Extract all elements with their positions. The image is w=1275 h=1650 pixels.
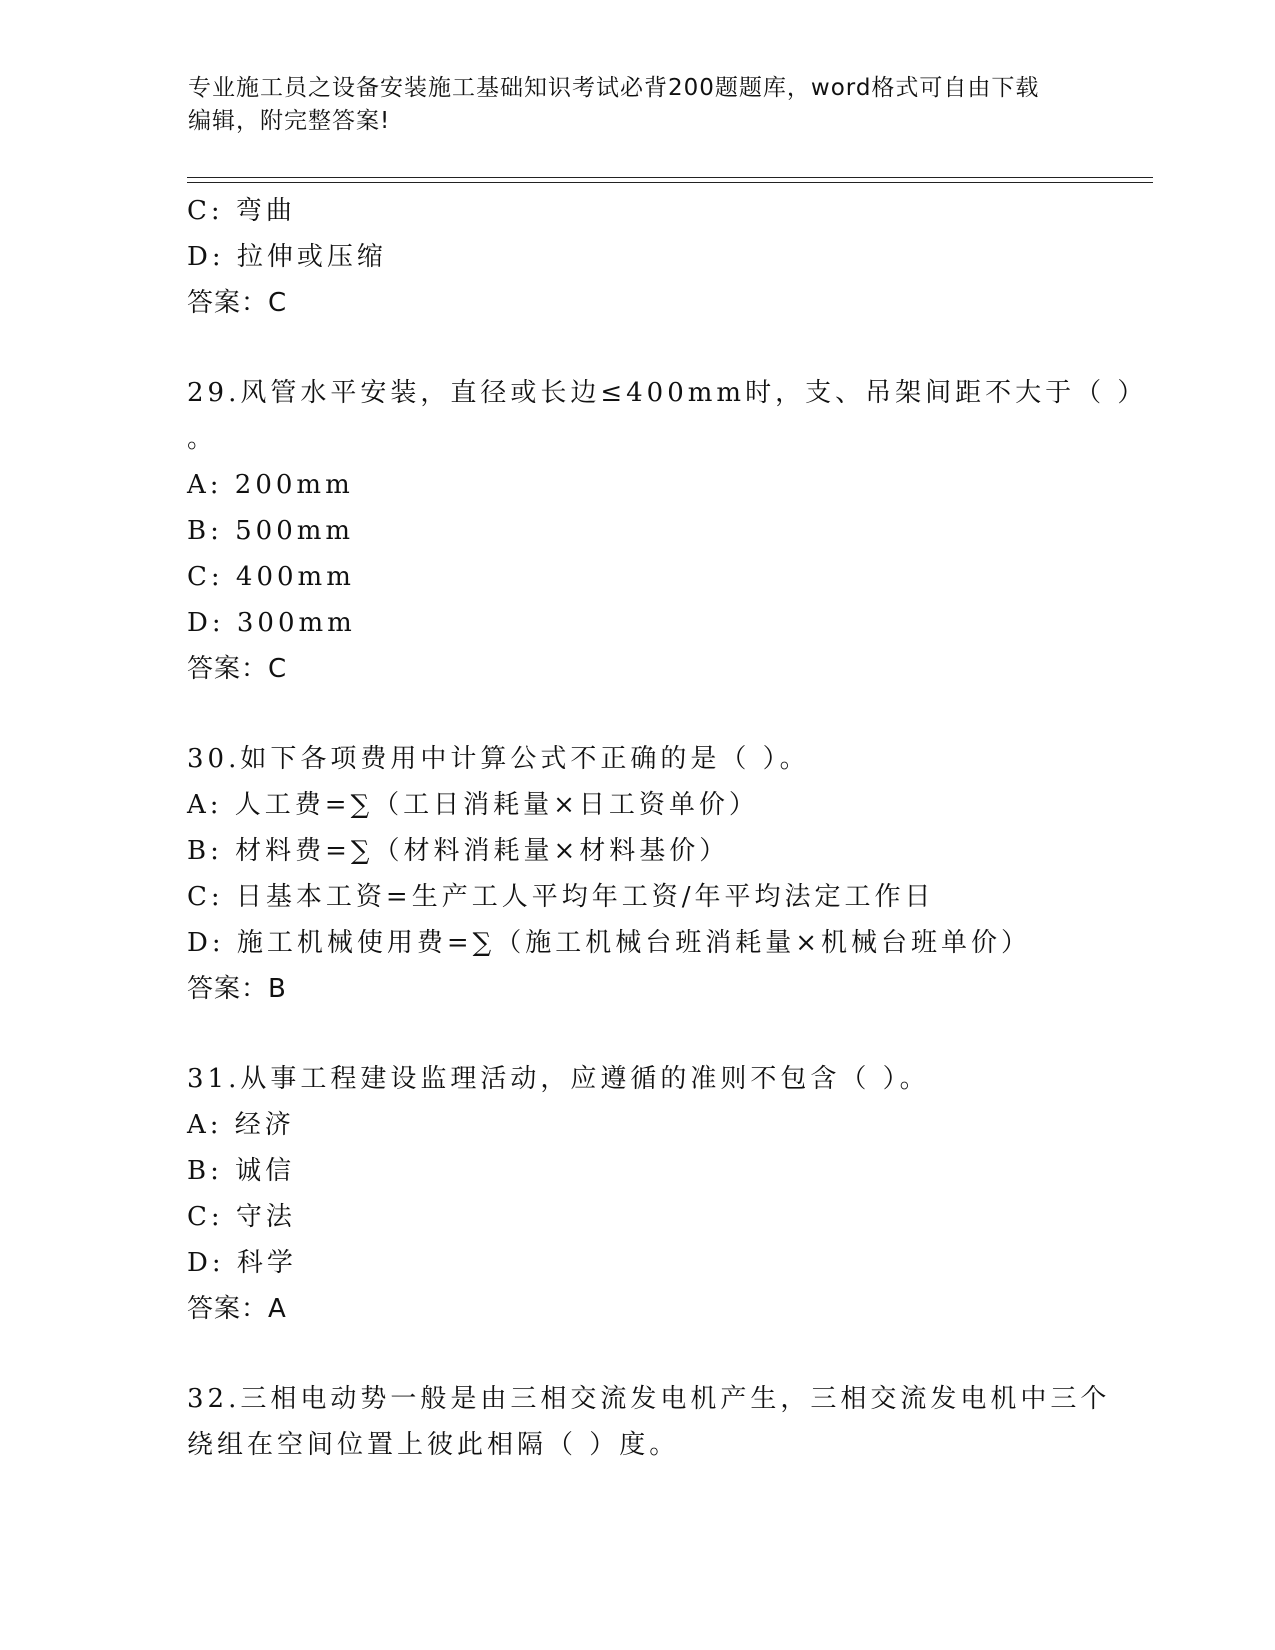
question-30 xyxy=(187,736,1107,1012)
spacer xyxy=(187,326,1107,370)
question-list xyxy=(187,188,1148,1468)
answer: 答案：C xyxy=(187,288,288,318)
question-text-line2: 绕组在空间位置上彼此相隔（ ）度。 xyxy=(187,1430,680,1460)
document-header xyxy=(188,72,1068,138)
question-text-tail: 。 xyxy=(187,424,214,454)
option-b: B: 材料费=∑（材料消耗量×材料基价） xyxy=(187,836,730,866)
option-c: C: 守法 xyxy=(187,1202,296,1232)
option-d: D: 拉伸或压缩 xyxy=(187,242,387,272)
spacer xyxy=(187,1332,1107,1376)
option-d: D: 科学 xyxy=(187,1248,297,1278)
option-b: B: 诚信 xyxy=(187,1156,296,1186)
option-c: C: 弯曲 xyxy=(187,196,296,226)
header-title-line2: 编辑，附完整答案! xyxy=(188,108,391,134)
question-text: 30.如下各项费用中计算公式不正确的是（ ）。 xyxy=(187,744,810,774)
option-c: C: 日基本工资=生产工人平均年工资/年平均法定工作日 xyxy=(187,882,935,912)
question-text-line1: 32.三相电动势一般是由三相交流发电机产生，三相交流发电机中三个 xyxy=(187,1384,1111,1414)
option-a: A: 经济 xyxy=(187,1110,295,1140)
question-28 xyxy=(187,188,1107,326)
header-divider-bottom xyxy=(187,182,1153,183)
answer: 答案：B xyxy=(187,974,287,1004)
question-text: 29.风管水平安装，直径或长边≤400mm时，支、吊架间距不大于（ ） xyxy=(187,378,1148,408)
header-divider-top xyxy=(187,177,1153,178)
answer: 答案：A xyxy=(187,1294,287,1324)
option-c: C: 400mm xyxy=(187,562,355,592)
option-a: A: 200mm xyxy=(187,470,354,500)
question-29 xyxy=(187,370,1148,692)
spacer xyxy=(187,1012,1107,1056)
option-d: D: 施工机械使用费=∑（施工机械台班消耗量×机械台班单价） xyxy=(187,928,1032,958)
question-32 xyxy=(187,1376,1111,1468)
option-b: B: 500mm xyxy=(187,516,355,546)
question-text: 31.从事工程建设监理活动，应遵循的准则不包含（ ）。 xyxy=(187,1064,930,1094)
answer: 答案：C xyxy=(187,654,288,684)
spacer xyxy=(187,692,1107,736)
option-d: D: 300mm xyxy=(187,608,356,638)
header-title-line1: 专业施工员之设备安装施工基础知识考试必背200题题库，word格式可自由下载 xyxy=(188,75,1040,101)
option-a: A: 人工费=∑（工日消耗量×日工资单价） xyxy=(187,790,759,820)
question-31 xyxy=(187,1056,1107,1332)
